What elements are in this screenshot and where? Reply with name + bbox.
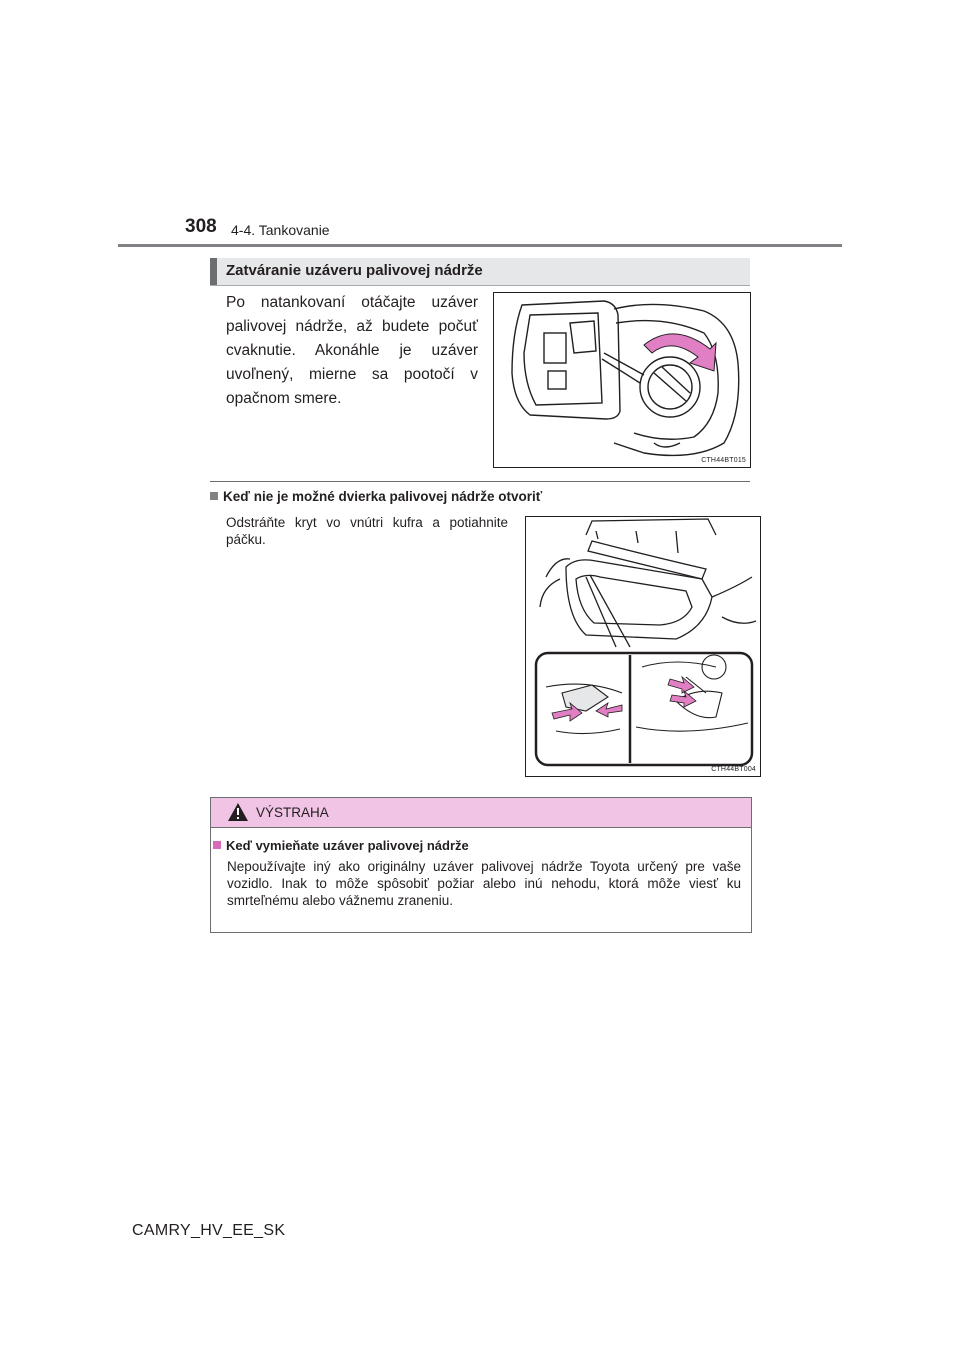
section-title-bar — [210, 258, 750, 286]
fuel-cap-drawing — [494, 293, 750, 467]
page-number: 308 — [185, 216, 217, 237]
warning-label: VÝSTRAHA — [256, 805, 329, 820]
bullet-square-icon — [210, 492, 218, 500]
trunk-drawing — [526, 517, 760, 776]
warning-triangle-icon — [227, 802, 249, 822]
subsection-divider — [210, 481, 750, 482]
closing-instructions: Po natankovaní otáčajte uzáver palivovej nádrže, až budete počuť cvaknutie. Akonáhle je uzáver uvoľnený, mierne sa pootočí v opačnom smere. — [226, 294, 478, 407]
figure-code: CTH44BT004 — [711, 766, 756, 773]
section-accent — [210, 258, 217, 285]
fuel-cap-illustration — [493, 292, 751, 468]
chapter-title: 4-4. Tankovanie — [231, 222, 330, 238]
subsection-heading — [210, 489, 542, 504]
warning-subheading — [213, 838, 469, 853]
section-title: Zatváranie uzáveru palivovej nádrže — [226, 262, 483, 279]
warning-box — [210, 797, 752, 933]
subsection-heading-text: Keď nie je možné dvierka palivovej nádrže otvoriť — [223, 489, 543, 504]
document-id: CAMRY_HV_EE_SK — [132, 1222, 286, 1239]
lever-instructions: Odstráňte kryt vo vnútri kufra a potiahnite páčku. — [226, 515, 508, 547]
trunk-lever-illustration — [525, 516, 761, 777]
bullet-square-icon — [213, 841, 221, 849]
figure-code: CTH44BT015 — [701, 457, 746, 464]
warning-subheading-text: Keď vymieňate uzáver palivovej nádrže — [226, 838, 469, 853]
warning-header — [211, 798, 751, 828]
warning-text: Nepoužívajte iný ako originálny uzáver palivovej nádrže Toyota určený pre vaše vozidlo. Inak to môže spôsobiť požiar alebo inú nehodu, ktorá môže viesť ku smrteľnému alebo vážnemu zraneniu. — [227, 859, 741, 908]
header-divider — [118, 244, 842, 247]
